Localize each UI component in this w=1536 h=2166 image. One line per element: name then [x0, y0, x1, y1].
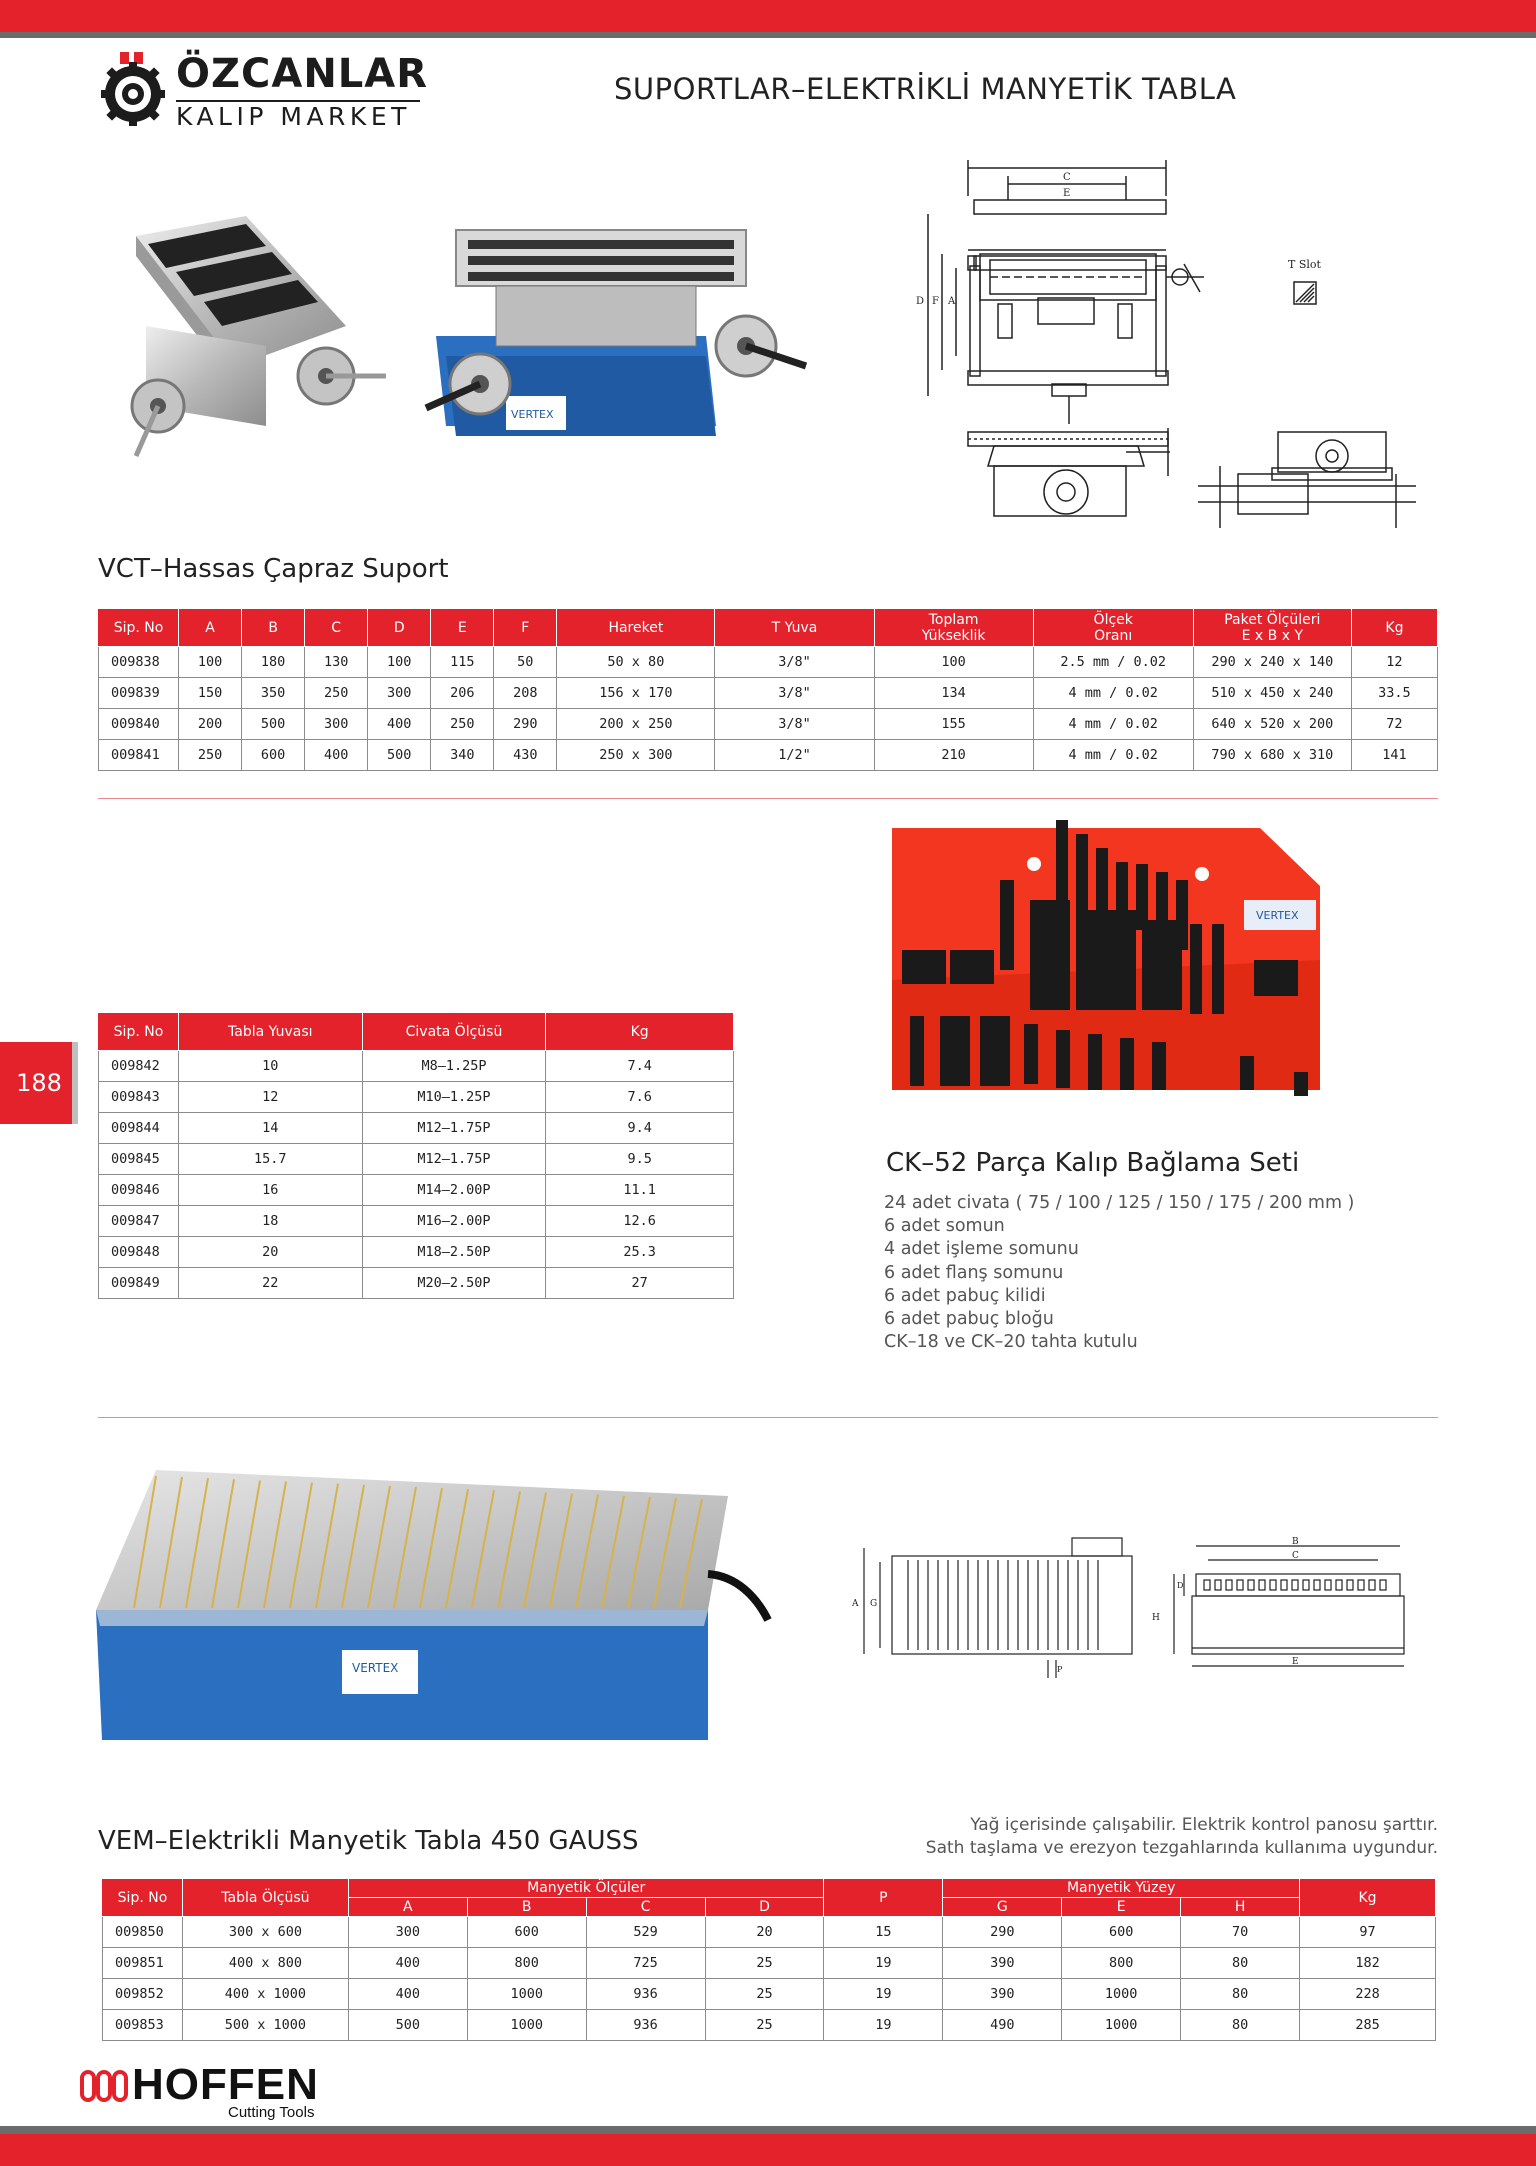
table-cell: 25 [705, 1948, 824, 1979]
table-cell: 600 [242, 740, 305, 771]
table-cell: 3/8" [715, 709, 874, 740]
table-cell: 400 [348, 1979, 467, 2010]
col-d: D [705, 1898, 824, 1917]
table-cell: 20 [178, 1237, 362, 1268]
list-item: 6 adet flanş somunu [884, 1262, 1064, 1283]
clamping-kit-photo [880, 820, 1328, 1112]
table-cell: 180 [242, 647, 305, 678]
col-kg: Kg [1351, 609, 1437, 647]
cross-slide-photo-large [416, 226, 812, 446]
col-c: C [586, 1898, 705, 1917]
table-cell: 200 x 250 [557, 709, 715, 740]
col-e: E [1062, 1898, 1181, 1917]
company-logo [96, 50, 429, 131]
col-e: E [431, 609, 494, 647]
table-cell: 4 mm / 0.02 [1033, 709, 1193, 740]
table-cell: 12.6 [546, 1206, 734, 1237]
list-item: 6 adet pabuç bloğu [884, 1309, 1054, 1330]
table-cell: 250 [179, 740, 242, 771]
table-cell: 80 [1181, 1948, 1300, 1979]
table-cell: 150 [179, 678, 242, 709]
vem-group-header-row [103, 1879, 1436, 1898]
table-cell: 33.5 [1351, 678, 1437, 709]
table-cell: 500 x 1000 [182, 2010, 348, 2041]
svg-text:E: E [1292, 1657, 1299, 1667]
table-cell: 182 [1300, 1948, 1436, 1979]
hoffen-brand: HOFFEN [132, 2060, 319, 2109]
cell-sip-no: 009838 [99, 647, 179, 678]
page-number: 188 [16, 1069, 62, 1097]
table-cell: 936 [586, 2010, 705, 2041]
table-cell: 100 [368, 647, 431, 678]
col-olcek-orani: Ölçek Oranı [1033, 609, 1193, 647]
vem-spec-table [102, 1878, 1436, 2041]
table-cell: 490 [943, 2010, 1062, 2041]
table-cell: 100 [874, 647, 1033, 678]
table-cell: 500 [348, 2010, 467, 2041]
table-cell: 285 [1300, 2010, 1436, 2041]
table-cell: 800 [467, 1948, 586, 1979]
col-h: H [1181, 1898, 1300, 1917]
svg-text:D: D [1177, 1581, 1184, 1590]
table-cell: 19 [824, 2010, 943, 2041]
table-row [103, 1917, 1436, 1948]
ck-52-title: CK–52 Parça Kalıp Bağlama Seti [886, 1148, 1300, 1178]
table-cell: 290 [943, 1917, 1062, 1948]
table-row [99, 709, 1438, 740]
col-sip-no: Sip. No [99, 609, 179, 647]
table-cell: 210 [874, 740, 1033, 771]
hoffen-tagline: Cutting Tools [228, 2104, 315, 2121]
svg-text:F: F [932, 296, 939, 307]
svg-text:C: C [1063, 172, 1071, 183]
col-d: D [368, 609, 431, 647]
col-tabla-yuvasi: Tabla Yuvası [178, 1013, 362, 1051]
page-title: SUPORTLAR–ELEKTRİKLİ MANYETİK TABLA [614, 72, 1237, 106]
section-title-vct: VCT–Hassas Çapraz Suport [98, 554, 449, 584]
vertex-label-3: VERTEX [352, 1661, 399, 1675]
table-row [99, 1268, 734, 1299]
table-cell: 9.4 [546, 1113, 734, 1144]
top-grey-bar [0, 32, 1536, 38]
table-row [103, 1979, 1436, 2010]
table-row [99, 1051, 734, 1082]
table-row [99, 1144, 734, 1175]
col-sip-no: Sip. No [99, 1013, 179, 1051]
col-p: P [824, 1879, 943, 1917]
svg-text:A: A [948, 296, 956, 307]
svg-text:P: P [1057, 1665, 1063, 1674]
vertex-label-1: VERTEX [511, 408, 554, 421]
table-cell: 27 [546, 1268, 734, 1299]
table-cell: 300 [368, 678, 431, 709]
vct-table-body [99, 647, 1438, 771]
brand-subtitle: KALIP MARKET [176, 102, 411, 131]
table-row [99, 1175, 734, 1206]
table-cell: 600 [467, 1917, 586, 1948]
page-number-tab [0, 1042, 78, 1124]
table-cell: 72 [1351, 709, 1437, 740]
table-row [103, 2010, 1436, 2041]
cell-sip-no: 009850 [103, 1917, 183, 1948]
table-cell: 15.7 [178, 1144, 362, 1175]
table-cell: 390 [943, 1948, 1062, 1979]
vct-spec-table [98, 608, 1438, 771]
cell-sip-no: 009848 [99, 1237, 179, 1268]
vem-table-body [103, 1917, 1436, 2041]
top-red-bar [0, 0, 1536, 32]
table-row [99, 1237, 734, 1268]
svg-text:B: B [1292, 1537, 1299, 1547]
table-cell: 400 [368, 709, 431, 740]
table-cell: 390 [943, 1979, 1062, 2010]
table-cell: 725 [586, 1948, 705, 1979]
cell-sip-no: 009841 [99, 740, 179, 771]
table-cell: 400 [348, 1948, 467, 1979]
magnetic-chuck-photo [96, 1470, 776, 1746]
col-a: A [179, 609, 242, 647]
cell-sip-no: 009853 [103, 2010, 183, 2041]
table-cell: 80 [1181, 1979, 1300, 2010]
col-kg: Kg [1300, 1879, 1436, 1917]
vertex-label-2: VERTEX [1256, 909, 1299, 922]
cell-sip-no: 009844 [99, 1113, 179, 1144]
list-item: CK–18 ve CK–20 tahta kutulu [884, 1332, 1138, 1353]
col-a: A [348, 1898, 467, 1917]
table-cell: 790 x 680 x 310 [1193, 740, 1351, 771]
table-cell: 80 [1181, 2010, 1300, 2041]
table-cell: 430 [494, 740, 557, 771]
table-cell: 936 [586, 1979, 705, 2010]
col-hareket: Hareket [557, 609, 715, 647]
table-cell: 290 x 240 x 140 [1193, 647, 1351, 678]
col-c: C [305, 609, 368, 647]
cell-sip-no: 009842 [99, 1051, 179, 1082]
table-cell: 340 [431, 740, 494, 771]
table-row [99, 678, 1438, 709]
svg-text:G: G [870, 1599, 878, 1609]
table-cell: 3/8" [715, 647, 874, 678]
table-cell: 25 [705, 2010, 824, 2041]
table-cell: 2.5 mm / 0.02 [1033, 647, 1193, 678]
clamp-spec-table [98, 1012, 734, 1299]
table-cell: 350 [242, 678, 305, 709]
table-cell: 50 x 80 [557, 647, 715, 678]
table-cell: M20–2.50P [362, 1268, 546, 1299]
table-cell: 9.5 [546, 1144, 734, 1175]
table-cell: 18 [178, 1206, 362, 1237]
table-cell: 800 [1062, 1948, 1181, 1979]
table-cell: 400 [305, 740, 368, 771]
col-b: B [467, 1898, 586, 1917]
table-cell: 12 [1351, 647, 1437, 678]
usage-note [926, 1814, 1438, 1860]
magnetic-chuck-technical-drawing [852, 1530, 1412, 1690]
svg-text:D: D [916, 296, 925, 307]
table-cell: 14 [178, 1113, 362, 1144]
bottom-red-bar [0, 2134, 1536, 2166]
table-cell: 25 [705, 1979, 824, 2010]
table-cell: 1/2" [715, 740, 874, 771]
hoffen-mark-icon [80, 2068, 128, 2104]
table-cell: 250 [305, 678, 368, 709]
usage-note-line-2: Sath taşlama ve erezyon tezgahlarında kullanıma uygundur. [925, 1838, 1438, 1858]
cell-sip-no: 009840 [99, 709, 179, 740]
table-cell: 97 [1300, 1917, 1436, 1948]
table-cell: 300 [348, 1917, 467, 1948]
table-cell: M12–1.75P [362, 1144, 546, 1175]
table-cell: 70 [1181, 1917, 1300, 1948]
clamp-table-body [99, 1051, 734, 1299]
table-cell: 400 x 800 [182, 1948, 348, 1979]
table-cell: 529 [586, 1917, 705, 1948]
divider-2 [98, 1417, 1438, 1418]
clamp-header-row [99, 1013, 734, 1051]
table-cell: 19 [824, 1979, 943, 2010]
table-cell: 7.4 [546, 1051, 734, 1082]
table-cell: 16 [178, 1175, 362, 1206]
list-item: 6 adet somun [884, 1216, 1005, 1237]
vct-header-row [99, 609, 1438, 647]
table-cell: 7.6 [546, 1082, 734, 1113]
cell-sip-no: 009852 [103, 1979, 183, 2010]
cell-sip-no: 009839 [99, 678, 179, 709]
brand-name: ÖZCANLAR [176, 51, 429, 97]
table-cell: 1000 [1062, 1979, 1181, 2010]
col-b: B [242, 609, 305, 647]
table-cell: M16–2.00P [362, 1206, 546, 1237]
divider-1 [98, 798, 1438, 799]
table-cell: 100 [179, 647, 242, 678]
col-tabla-olcusu: Tabla Ölçüsü [182, 1879, 348, 1917]
table-cell: 300 x 600 [182, 1917, 348, 1948]
cell-sip-no: 009846 [99, 1175, 179, 1206]
table-cell: 208 [494, 678, 557, 709]
table-row [99, 1206, 734, 1237]
cell-sip-no: 009849 [99, 1268, 179, 1299]
table-cell: M12–1.75P [362, 1113, 546, 1144]
table-cell: 400 x 1000 [182, 1979, 348, 2010]
cell-sip-no: 009851 [103, 1948, 183, 1979]
table-cell: 228 [1300, 1979, 1436, 2010]
table-cell: 640 x 520 x 200 [1193, 709, 1351, 740]
table-cell: 156 x 170 [557, 678, 715, 709]
col-sip-no: Sip. No [103, 1879, 183, 1917]
list-item: 24 adet civata ( 75 / 100 / 125 / 150 / 175 / 200 mm ) [884, 1193, 1355, 1213]
list-item: 4 adet işleme somunu [884, 1239, 1079, 1260]
table-cell: M18–2.50P [362, 1237, 546, 1268]
list-item: 6 adet pabuç kilidi [884, 1285, 1046, 1306]
table-cell: 250 x 300 [557, 740, 715, 771]
table-cell: 20 [705, 1917, 824, 1948]
table-cell: 1000 [1062, 2010, 1181, 2041]
table-row [99, 1082, 734, 1113]
col-f: F [494, 609, 557, 647]
group-manyetik-yuzey: Manyetik Yüzey [943, 1879, 1300, 1898]
table-cell: 155 [874, 709, 1033, 740]
table-cell: 500 [368, 740, 431, 771]
table-cell: 1000 [467, 1979, 586, 2010]
table-cell: M10–1.25P [362, 1082, 546, 1113]
table-cell: 141 [1351, 740, 1437, 771]
cross-slide-technical-drawing [908, 156, 1416, 528]
usage-note-line-1: Yağ içerisinde çalışabilir. Elektrik kontrol panosu şarttır. [970, 1815, 1438, 1835]
table-row [103, 1948, 1436, 1979]
table-cell: 250 [431, 709, 494, 740]
table-cell: 19 [824, 1948, 943, 1979]
table-cell: 15 [824, 1917, 943, 1948]
svg-text:C: C [1292, 1551, 1299, 1561]
table-row [99, 1113, 734, 1144]
table-cell: 12 [178, 1082, 362, 1113]
table-cell: 134 [874, 678, 1033, 709]
table-row [99, 740, 1438, 771]
table-cell: 4 mm / 0.02 [1033, 740, 1193, 771]
table-cell: 3/8" [715, 678, 874, 709]
svg-text:H: H [1152, 1613, 1160, 1623]
cell-sip-no: 009845 [99, 1144, 179, 1175]
table-cell: 10 [178, 1051, 362, 1082]
col-civata-olcusu: Civata Ölçüsü [362, 1013, 546, 1051]
page-tab-shade [72, 1042, 78, 1124]
table-row [99, 647, 1438, 678]
table-cell: 290 [494, 709, 557, 740]
col-kg: Kg [546, 1013, 734, 1051]
cell-sip-no: 009847 [99, 1206, 179, 1237]
hoffen-logo [80, 2060, 340, 2122]
table-cell: 510 x 450 x 240 [1193, 678, 1351, 709]
table-cell: 206 [431, 678, 494, 709]
col-paket-olculeri: Paket Ölçüleri E x B x Y [1193, 609, 1351, 647]
table-cell: 200 [179, 709, 242, 740]
table-cell: 22 [178, 1268, 362, 1299]
table-cell: 4 mm / 0.02 [1033, 678, 1193, 709]
gear-logo-icon [96, 52, 170, 126]
svg-text:E: E [1063, 188, 1071, 199]
table-cell: 600 [1062, 1917, 1181, 1948]
table-cell: 115 [431, 647, 494, 678]
table-cell: 130 [305, 647, 368, 678]
col-t-yuva: T Yuva [715, 609, 874, 647]
col-toplam-yukseklik: Toplam Yükseklik [874, 609, 1033, 647]
section-title-vem: VEM–Elektrikli Manyetik Tabla 450 GAUSS [98, 1826, 639, 1856]
t-slot-label: T Slot [1288, 258, 1321, 271]
table-cell: M14–2.00P [362, 1175, 546, 1206]
table-cell: 11.1 [546, 1175, 734, 1206]
group-manyetik-olculer: Manyetik Ölçüler [348, 1879, 824, 1898]
table-cell: M8–1.25P [362, 1051, 546, 1082]
table-cell: 500 [242, 709, 305, 740]
table-cell: 50 [494, 647, 557, 678]
table-cell: 25.3 [546, 1237, 734, 1268]
cell-sip-no: 009843 [99, 1082, 179, 1113]
bottom-grey-bar [0, 2126, 1536, 2134]
col-g: G [943, 1898, 1062, 1917]
cross-slide-photo-small [96, 216, 406, 472]
ck-52-contents-list [884, 1192, 1354, 1354]
table-cell: 1000 [467, 2010, 586, 2041]
svg-text:A: A [852, 1599, 859, 1609]
table-cell: 300 [305, 709, 368, 740]
